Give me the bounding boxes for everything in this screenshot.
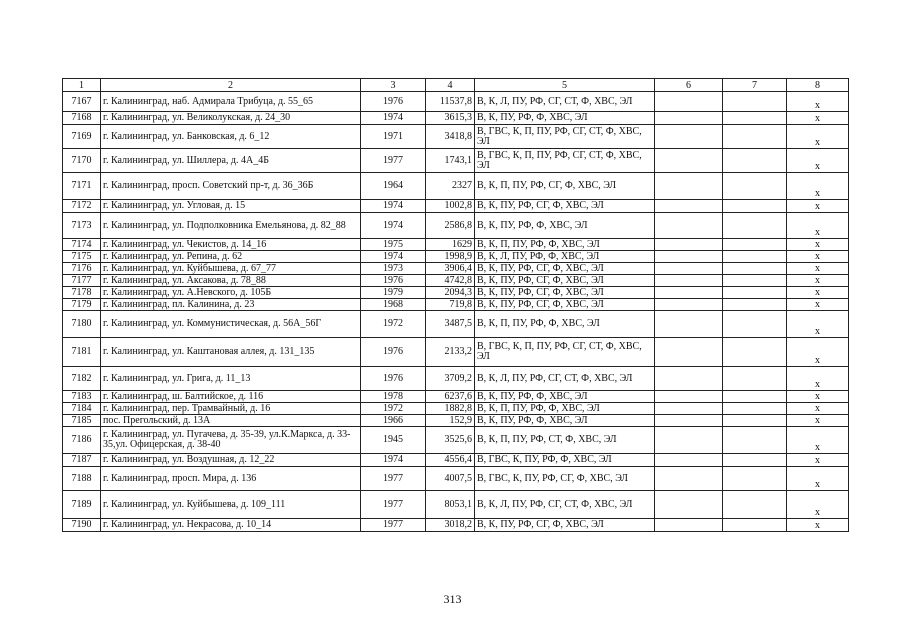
address-cell: г. Калининград, наб. Адмирала Трибуца, д. 55_65 (101, 92, 361, 112)
col7-cell (723, 173, 787, 200)
col7-cell (723, 213, 787, 239)
table-row (63, 173, 849, 200)
mark-cell: х (787, 311, 849, 338)
mark-cell: х (787, 519, 849, 532)
area-cell: 2133,2 (426, 338, 475, 367)
table-row (63, 275, 849, 287)
year-cell: 1964 (361, 173, 426, 200)
table-row (63, 338, 849, 367)
works-cell: В, К, ПУ, РФ, СГ, Ф, ХВС, ЭЛ (475, 287, 655, 299)
row-number: 7173 (63, 213, 101, 239)
mark-cell: х (787, 287, 849, 299)
year-cell: 1976 (361, 275, 426, 287)
col6-cell (655, 112, 723, 125)
mark-cell: х (787, 338, 849, 367)
area-cell: 1629 (426, 239, 475, 251)
col6-cell (655, 338, 723, 367)
col6-cell (655, 125, 723, 149)
row-number: 7176 (63, 263, 101, 275)
address-cell: г. Калининград, просп. Мира, д. 136 (101, 467, 361, 491)
year-cell: 1974 (361, 213, 426, 239)
mark-cell: х (787, 454, 849, 467)
area-cell: 8053,1 (426, 491, 475, 519)
works-cell: В, К, Л, ПУ, РФ, СГ, СТ, Ф, ХВС, ЭЛ (475, 92, 655, 112)
mark-cell: х (787, 173, 849, 200)
row-number: 7179 (63, 299, 101, 311)
row-number: 7187 (63, 454, 101, 467)
table-row (63, 263, 849, 275)
address-cell: г. Калининград, ул. Великолукская, д. 24_30 (101, 112, 361, 125)
area-cell: 1002,8 (426, 200, 475, 213)
year-cell: 1977 (361, 519, 426, 532)
row-number: 7181 (63, 338, 101, 367)
year-cell: 1966 (361, 415, 426, 427)
table-row (63, 299, 849, 311)
mark-cell: х (787, 427, 849, 454)
address-cell: г. Калининград, ул. А.Невского, д. 105Б (101, 287, 361, 299)
table-row (63, 239, 849, 251)
col6-cell (655, 263, 723, 275)
mark-cell: х (787, 415, 849, 427)
area-cell: 3906,4 (426, 263, 475, 275)
table-row (63, 367, 849, 391)
table-row (63, 287, 849, 299)
mark-cell: х (787, 275, 849, 287)
table-row (63, 311, 849, 338)
address-cell: пос. Прегольский, д. 13А (101, 415, 361, 427)
area-cell: 4007,5 (426, 467, 475, 491)
works-cell: В, ГВС, К, П, ПУ, РФ, СГ, СТ, Ф, ХВС, ЭЛ (475, 125, 655, 149)
address-cell: г. Калининград, ул. Воздушная, д. 12_22 (101, 454, 361, 467)
works-cell: В, К, ПУ, РФ, СГ, Ф, ХВС, ЭЛ (475, 263, 655, 275)
year-cell: 1976 (361, 367, 426, 391)
area-cell: 6237,6 (426, 391, 475, 403)
row-number: 7180 (63, 311, 101, 338)
page-number: 313 (443, 592, 462, 606)
table-row (63, 415, 849, 427)
area-cell: 3709,2 (426, 367, 475, 391)
col7-cell (723, 403, 787, 415)
col7-cell (723, 467, 787, 491)
area-cell: 4742,8 (426, 275, 475, 287)
mark-cell: х (787, 491, 849, 519)
col6-cell (655, 92, 723, 112)
works-cell: В, К, Л, ПУ, РФ, СГ, СТ, Ф, ХВС, ЭЛ (475, 491, 655, 519)
col6-cell (655, 519, 723, 532)
address-cell: г. Калининград, ул. Репина, д. 62 (101, 251, 361, 263)
col6-cell (655, 213, 723, 239)
area-cell: 3018,2 (426, 519, 475, 532)
table-row (63, 454, 849, 467)
address-cell: г. Калининград, пер. Трамвайный, д. 16 (101, 403, 361, 415)
year-cell: 1974 (361, 200, 426, 213)
works-cell: В, К, Л, ПУ, РФ, СГ, СТ, Ф, ХВС, ЭЛ (475, 367, 655, 391)
col7-cell (723, 391, 787, 403)
col6-cell (655, 311, 723, 338)
area-cell: 719,8 (426, 299, 475, 311)
area-cell: 3418,8 (426, 125, 475, 149)
address-cell: г. Калининград, ул. Пугачева, д. 35-39, ул.К.Маркса, д. 33-35,ул. Офицерская, д. 38-40 (101, 427, 361, 454)
address-cell: г. Калининград, ш. Балтийское, д. 116 (101, 391, 361, 403)
col7-cell (723, 454, 787, 467)
table-row (63, 491, 849, 519)
col7-cell (723, 251, 787, 263)
col6-cell (655, 251, 723, 263)
col6-cell (655, 454, 723, 467)
table-row (63, 125, 849, 149)
address-cell: г. Калининград, ул. Куйбышева, д. 67_77 (101, 263, 361, 275)
mark-cell: х (787, 200, 849, 213)
col7-cell (723, 125, 787, 149)
year-cell: 1973 (361, 263, 426, 275)
address-cell: г. Калининград, ул. Аксакова, д. 78_88 (101, 275, 361, 287)
table-row (63, 391, 849, 403)
year-cell: 1972 (361, 403, 426, 415)
col6-cell (655, 287, 723, 299)
row-number: 7186 (63, 427, 101, 454)
col-header: 5 (475, 79, 655, 92)
works-cell: В, ГВС, К, П, ПУ, РФ, СГ, СТ, Ф, ХВС, ЭЛ (475, 338, 655, 367)
area-cell: 1743,1 (426, 149, 475, 173)
year-cell: 1976 (361, 92, 426, 112)
col6-cell (655, 467, 723, 491)
address-cell: г. Калининград, ул. Банковская, д. 6_12 (101, 125, 361, 149)
row-number: 7171 (63, 173, 101, 200)
col6-cell (655, 149, 723, 173)
area-cell: 2094,3 (426, 287, 475, 299)
year-cell: 1974 (361, 454, 426, 467)
col7-cell (723, 275, 787, 287)
address-cell: г. Калининград, ул. Куйбышева, д. 109_111 (101, 491, 361, 519)
address-cell: г. Калининград, ул. Некрасова, д. 10_14 (101, 519, 361, 532)
mark-cell: х (787, 467, 849, 491)
row-number: 7184 (63, 403, 101, 415)
row-number: 7183 (63, 391, 101, 403)
works-cell: В, ГВС, К, ПУ, РФ, Ф, ХВС, ЭЛ (475, 454, 655, 467)
table-row (63, 213, 849, 239)
col6-cell (655, 367, 723, 391)
year-cell: 1977 (361, 467, 426, 491)
col-header: 3 (361, 79, 426, 92)
row-number: 7178 (63, 287, 101, 299)
area-cell: 4556,4 (426, 454, 475, 467)
col7-cell (723, 149, 787, 173)
works-cell: В, К, ПУ, РФ, СГ, Ф, ХВС, ЭЛ (475, 275, 655, 287)
area-cell: 2586,8 (426, 213, 475, 239)
row-number: 7188 (63, 467, 101, 491)
mark-cell: х (787, 299, 849, 311)
col6-cell (655, 403, 723, 415)
year-cell: 1945 (361, 427, 426, 454)
year-cell: 1976 (361, 338, 426, 367)
year-cell: 1979 (361, 287, 426, 299)
works-cell: В, К, П, ПУ, РФ, Ф, ХВС, ЭЛ (475, 311, 655, 338)
register-table (62, 78, 849, 532)
col6-cell (655, 391, 723, 403)
col7-cell (723, 299, 787, 311)
area-cell: 3487,5 (426, 311, 475, 338)
mark-cell: х (787, 149, 849, 173)
row-number: 7174 (63, 239, 101, 251)
area-cell: 3615,3 (426, 112, 475, 125)
col6-cell (655, 491, 723, 519)
col6-cell (655, 299, 723, 311)
area-cell: 11537,8 (426, 92, 475, 112)
address-cell: г. Калининград, ул. Подполковника Емельянова, д. 82_88 (101, 213, 361, 239)
works-cell: В, К, П, ПУ, РФ, СГ, Ф, ХВС, ЭЛ (475, 173, 655, 200)
row-number: 7190 (63, 519, 101, 532)
row-number: 7169 (63, 125, 101, 149)
col7-cell (723, 338, 787, 367)
works-cell: В, ГВС, К, П, ПУ, РФ, СГ, СТ, Ф, ХВС, ЭЛ (475, 149, 655, 173)
mark-cell: х (787, 213, 849, 239)
address-cell: г. Калининград, пл. Калинина, д. 23 (101, 299, 361, 311)
col-header: 8 (787, 79, 849, 92)
col7-cell (723, 263, 787, 275)
col6-cell (655, 173, 723, 200)
col6-cell (655, 427, 723, 454)
col7-cell (723, 112, 787, 125)
mark-cell: х (787, 391, 849, 403)
area-cell: 1882,8 (426, 403, 475, 415)
row-number: 7185 (63, 415, 101, 427)
works-cell: В, К, ПУ, РФ, Ф, ХВС, ЭЛ (475, 213, 655, 239)
works-cell: В, К, П, ПУ, РФ, Ф, ХВС, ЭЛ (475, 403, 655, 415)
works-cell: В, К, ПУ, РФ, СГ, Ф, ХВС, ЭЛ (475, 200, 655, 213)
col7-cell (723, 311, 787, 338)
area-cell: 152,9 (426, 415, 475, 427)
mark-cell: х (787, 239, 849, 251)
mark-cell: х (787, 125, 849, 149)
address-cell: г. Калининград, просп. Советский пр-т, д. 36_36Б (101, 173, 361, 200)
year-cell: 1975 (361, 239, 426, 251)
mark-cell: х (787, 367, 849, 391)
mark-cell: х (787, 112, 849, 125)
area-cell: 1998,9 (426, 251, 475, 263)
row-number: 7175 (63, 251, 101, 263)
col7-cell (723, 200, 787, 213)
col6-cell (655, 239, 723, 251)
year-cell: 1977 (361, 149, 426, 173)
year-cell: 1978 (361, 391, 426, 403)
address-cell: г. Калининград, ул. Чекистов, д. 14_16 (101, 239, 361, 251)
col-header: 4 (426, 79, 475, 92)
col7-cell (723, 519, 787, 532)
area-cell: 2327 (426, 173, 475, 200)
address-cell: г. Калининград, ул. Угловая, д. 15 (101, 200, 361, 213)
works-cell: В, К, Л, ПУ, РФ, Ф, ХВС, ЭЛ (475, 251, 655, 263)
works-cell: В, К, ПУ, РФ, Ф, ХВС, ЭЛ (475, 391, 655, 403)
works-cell: В, К, ПУ, РФ, Ф, ХВС, ЭЛ (475, 415, 655, 427)
col6-cell (655, 200, 723, 213)
row-number: 7170 (63, 149, 101, 173)
table-row (63, 427, 849, 454)
address-cell: г. Калининград, ул. Коммунистическая, д. 56А_56Г (101, 311, 361, 338)
row-number: 7167 (63, 92, 101, 112)
row-number: 7168 (63, 112, 101, 125)
year-cell: 1977 (361, 491, 426, 519)
col7-cell (723, 92, 787, 112)
mark-cell: х (787, 251, 849, 263)
area-cell: 3525,6 (426, 427, 475, 454)
works-cell: В, К, ПУ, РФ, СГ, Ф, ХВС, ЭЛ (475, 519, 655, 532)
table-row (63, 467, 849, 491)
year-cell: 1971 (361, 125, 426, 149)
address-cell: г. Калининград, ул. Каштановая аллея, д. 131_135 (101, 338, 361, 367)
year-cell: 1974 (361, 112, 426, 125)
col-header: 2 (101, 79, 361, 92)
row-number: 7177 (63, 275, 101, 287)
works-cell: В, К, П, ПУ, РФ, СТ, Ф, ХВС, ЭЛ (475, 427, 655, 454)
col7-cell (723, 239, 787, 251)
table-row (63, 200, 849, 213)
col7-cell (723, 415, 787, 427)
col7-cell (723, 367, 787, 391)
row-number: 7182 (63, 367, 101, 391)
table-row (63, 92, 849, 112)
table-row (63, 251, 849, 263)
col-header: 1 (63, 79, 101, 92)
works-cell: В, К, ПУ, РФ, СГ, Ф, ХВС, ЭЛ (475, 299, 655, 311)
table-row (63, 112, 849, 125)
works-cell: В, К, П, ПУ, РФ, Ф, ХВС, ЭЛ (475, 239, 655, 251)
works-cell: В, К, ПУ, РФ, Ф, ХВС, ЭЛ (475, 112, 655, 125)
col7-cell (723, 427, 787, 454)
works-cell: В, ГВС, К, ПУ, РФ, СГ, Ф, ХВС, ЭЛ (475, 467, 655, 491)
year-cell: 1968 (361, 299, 426, 311)
mark-cell: х (787, 263, 849, 275)
year-cell: 1972 (361, 311, 426, 338)
table-row (63, 519, 849, 532)
year-cell: 1974 (361, 251, 426, 263)
col6-cell (655, 275, 723, 287)
col7-cell (723, 287, 787, 299)
mark-cell: х (787, 403, 849, 415)
col-header: 6 (655, 79, 723, 92)
address-cell: г. Калининград, ул. Шиллера, д. 4А_4Б (101, 149, 361, 173)
row-number: 7172 (63, 200, 101, 213)
col6-cell (655, 415, 723, 427)
mark-cell: х (787, 92, 849, 112)
col7-cell (723, 491, 787, 519)
table-row (63, 403, 849, 415)
address-cell: г. Калининград, ул. Грига, д. 11_13 (101, 367, 361, 391)
table-row (63, 149, 849, 173)
column-number-row (63, 79, 849, 92)
row-number: 7189 (63, 491, 101, 519)
col-header: 7 (723, 79, 787, 92)
